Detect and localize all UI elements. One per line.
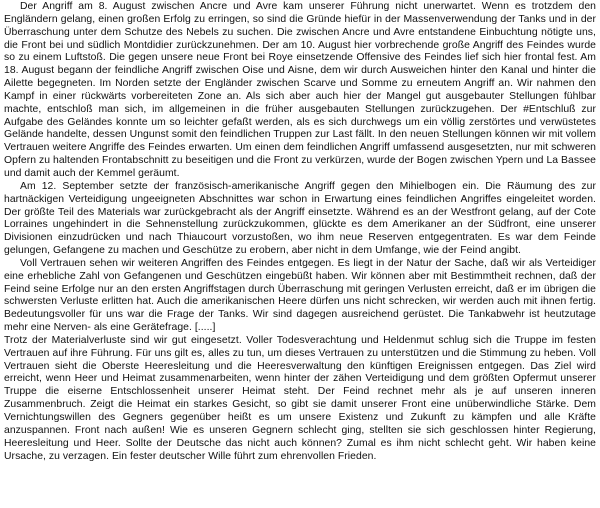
paragraph-3: Voll Vertrauen sehen wir weiteren Angriffen des Feindes entgegen. Es liegt in der Natur der Sache, daß wir als Verteidiger eine erhebliche Zahl von Gefangenen und Geschützen eingebüßt haben. Wir können aber mit Bestimmtheit rechnen, daß der Feind seine Erfolge nur an den ersten Angriffstagen durch Überraschung mit geringen Verlusten erreicht, daß er im übrigen die schwersten Verluste erlitten hat. Auch die amerikanischen Heere dürfen uns nicht schrecken, wir werden auch mit ihnen fertig. Bedeutungsvoller für uns war die Frage der Tanks. Wir sind dagegen ausreichend gerüstet. Die Tankabwehr ist heutzutage mehr eine Nerven- als eine Gerätefrage. [.....] — [4, 257, 596, 334]
paragraph-1: Der Angriff am 8. August zwischen Ancre und Avre kam unserer Führung nicht unerwartet. Wenn es trotzdem den Engländern gelang, einen großen Erfolg zu erringen, so sind die Gründe hiefür in der Massenverwendung der Tanks und in der Überraschung unter dem Schutze des Nebels zu suchen. Die zwischen Ancre und Avre entstandene Einbuchtung nötigte uns, die Front bei und südlich Montdidier zurückzunehmen. Der am 10. August hier vorbrechende große Angriff des Feindes wurde so zu einem Luftstoß. Die gegen unsere neue Front bei Roye einsetzende Offensive des Feindes lief sich hier frontal fest. Am 18. August begann der feindliche Angriff zwischen Oise und Aisne, dem wir durch Ausweichen hinter den Kanal und hinter die Ailette begegneten. Im Norden setzte der Engländer zwischen Scarve und Somme zu erneutem Angriff an. Wir nahmen den Kampf in einer rückwärts vorbereiteten Zone an. Als sich aber auch hier der Mangel gut ausgebauter Stellungen fühlbar machte, entschloß man sich, im allgemeinen in die früher ausgebauten Stellungen zurückzugehen. Der #Entschluß zur Aufgabe des Geländes konnte um so leichter gefaßt werden, als es sich durchwegs um ein völlig zerstörtes und verwüstetes Gelände handelte, dessen Ungunst somit den feindlichen Truppen zur Last fällt. In den neuen Stellungen können wir mit vollem Vertrauen weitere Angriffe des Feindes erwarten. Um einen dem feindlichen Angriff umfassend ausgesetzten, nur mit schweren Opfern zu haltenden Frontabschnitt zu beseitigen und die Front zu verkürzen, wurde der Bogen zwischen Ypern und La Bassee und damit auch der Kemmel geräumt. — [4, 1, 596, 179]
paragraph-2: Am 12. September setzte der französisch-amerikanische Angriff gegen den Mihielbogen ein. Die Räumung des zur hartnäckigen Verteidigung ungeeigneten Abschnittes war schon in Erwartung eines feindlichen Angriffes eingeleitet worden. Der größte Teil des Materials war zurückgebracht als der Angriff einsetzte. Während es an der Westfront gelang, auf der Cote Lorraines ungehindert in die Sehnenstellung zurückzukommen, glückte es dem Amerikaner an der Südfront, eine unserer Divisionen einzudrücken und nach Thiaucourt vorzustoßen, wo ihm neue Reserven entgegentraten. Es war dem Feinde gelungen, Gefangene zu machen und Geschütze zu erobern, aber nicht in dem Umfange, wie der Feind angibt. — [4, 180, 596, 257]
document-body — [4, 1, 596, 463]
paragraph-4: Trotz der Materialverluste sind wir gut eingesetzt. Voller Todesverachtung und Heldenmut schlug sich die Truppe im festen Vertrauen auf ihre Führung. Für uns gilt es, alles zu tun, um dieses Vertrauen zu unterstützen und die Stimmung zu heben. Voll Vertrauen sieht die Oberste Heeresleitung und die Heeresverwaltung den künftigen Ereignissen entgegen. Das Ziel wird erreicht, wenn Heer und Heimat zusammenarbeiten, wenn hinter der zähen Verteidigung und dem größten Opfermut unserer Truppe die eiserne Entschlossenheit unserer Heimat steht. Der Feind rechnet mehr als je auf unseren inneren Zusammenbruch. Zeigt die Heimat ein starkes Gesicht, so gibt sie damit unserer Front eine unüberwindliche Stärke. Dem Vernichtungswillen des Gegners gegenüber heißt es um unsere Existenz und Zukunft zu kämpfen und alle Kräfte anzuspannen. Front nach außen! Wie es unseren Gegnern schlecht ging, stellten sie sich geschlossen hinter Regierung, Heeresleitung und Heer. Sollte der Deutsche das nicht auch können? Zumal es ihm nicht schlecht geht. Wir haben keine Ursache, zu verzagen. Ein fester deutscher Wille führt zum ehrenvollen Frieden. — [4, 334, 596, 462]
